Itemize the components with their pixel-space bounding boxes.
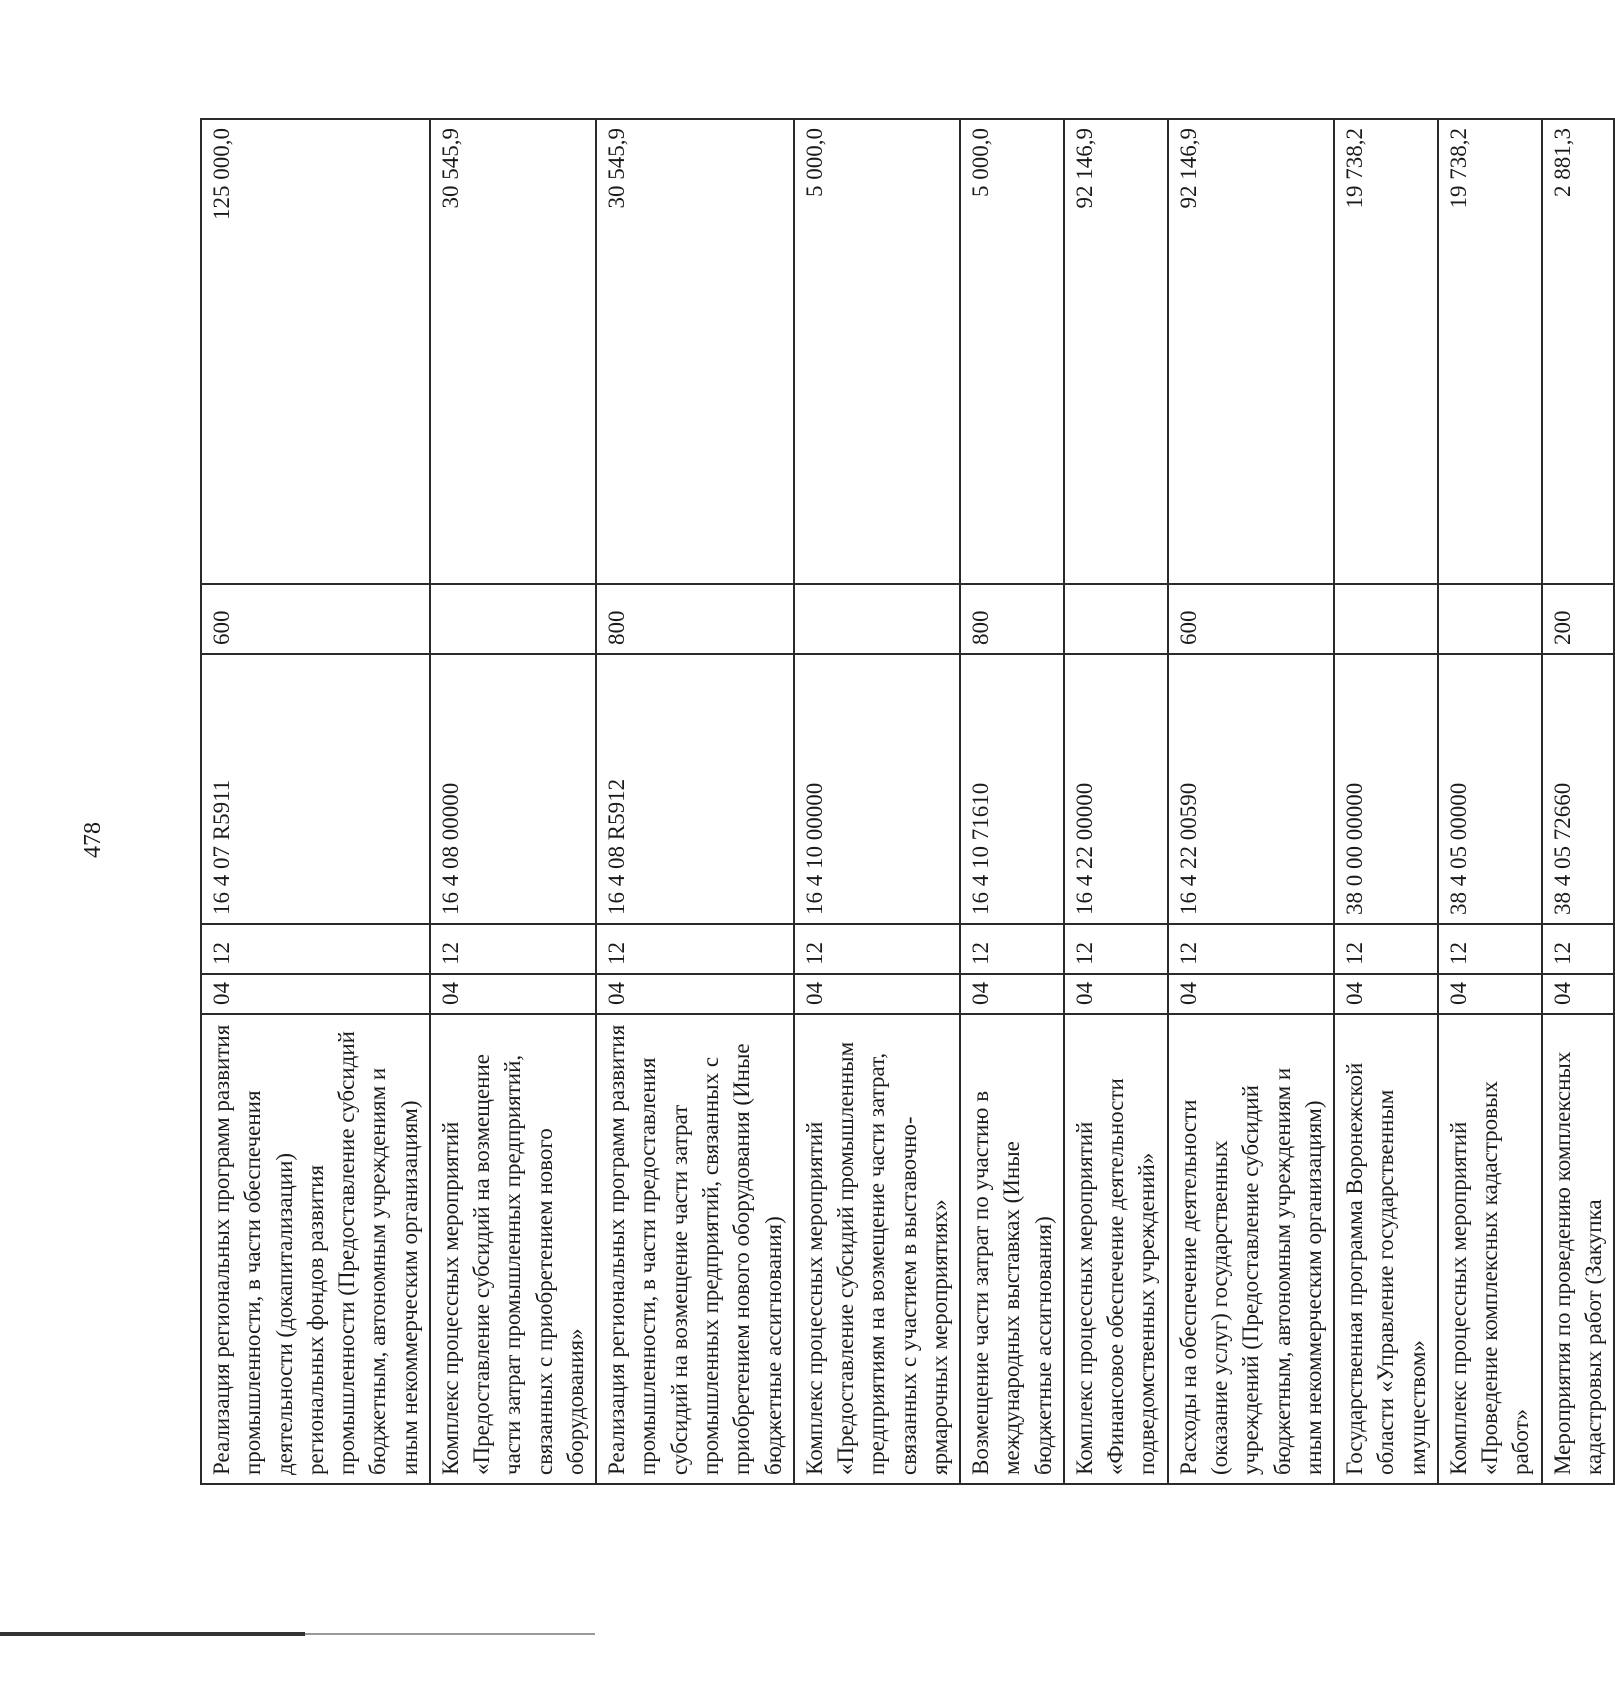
row-name-cell: Комплекс процессных мероприятий «Финансовое обеспечение деятельности подведомственных учреждений» (1064, 1014, 1168, 1484)
amount-cell: 92 146,9 (1064, 119, 1168, 584)
table-row (430, 119, 596, 1484)
amount-cell: 5 000,0 (794, 119, 960, 584)
target-article-cell: 38 4 05 72660 (1542, 654, 1615, 924)
expense-type-cell (430, 584, 596, 654)
row-name-cell: Возмещение части затрат по участию в международных выставках (Иные бюджетные ассигнования) (960, 1014, 1064, 1484)
section-cell: 04 (1168, 974, 1334, 1014)
expense-type-cell (1438, 584, 1542, 654)
expense-type-cell (1064, 584, 1168, 654)
subsection-cell: 12 (794, 924, 960, 974)
section-cell: 04 (596, 974, 794, 1014)
amount-cell: 92 146,9 (1168, 119, 1334, 584)
target-article-cell: 38 4 05 00000 (1438, 654, 1542, 924)
subsection-cell: 12 (1334, 924, 1438, 974)
section-cell: 04 (1542, 974, 1615, 1014)
row-name-cell: Мероприятия по проведению комплексных кадастровых работ (Закупка (1542, 1014, 1615, 1484)
expense-type-cell (794, 584, 960, 654)
amount-cell: 2 881,3 (1542, 119, 1615, 584)
section-cell: 04 (201, 974, 430, 1014)
table-row (960, 119, 1064, 1484)
row-name-cell: Расходы на обеспечение деятельности (оказание услуг) государственных учреждений (Предоставление субсидий бюджетным, автономным учреждениям и иным некоммерческим организациям) (1168, 1014, 1334, 1484)
row-name-cell: Государственная программа Воронежской области «Управление государственным имуществом» (1334, 1014, 1438, 1484)
subsection-cell: 12 (596, 924, 794, 974)
subsection-cell: 12 (1168, 924, 1334, 974)
table-row (1438, 119, 1542, 1484)
target-article-cell: 16 4 08 R5912 (596, 654, 794, 924)
section-cell: 04 (794, 974, 960, 1014)
scan-edge-line (0, 1632, 305, 1636)
section-cell: 04 (1334, 974, 1438, 1014)
table-row (1334, 119, 1438, 1484)
table-row (201, 119, 430, 1484)
subsection-cell: 12 (1438, 924, 1542, 974)
table-row (794, 119, 960, 1484)
table-row (1064, 119, 1168, 1484)
section-cell: 04 (1064, 974, 1168, 1014)
table-row (1168, 119, 1334, 1484)
row-name-cell: Комплекс процессных мероприятий «Предоставление субсидий на возмещение части затрат промышленных предприятий, связанных с приобретением нового оборудования» (430, 1014, 596, 1484)
row-name-cell: Реализация региональных программ развития промышленности, в части предоставления субсидий на возмещение части затрат промышленных предприятий, связанных с приобретением нового оборудования (Иные бюджетные ассигнования) (596, 1014, 794, 1484)
subsection-cell: 12 (430, 924, 596, 974)
amount-cell: 19 738,2 (1438, 119, 1542, 584)
expense-type-cell: 600 (1168, 584, 1334, 654)
section-cell: 04 (960, 974, 1064, 1014)
amount-cell: 30 545,9 (596, 119, 794, 584)
expense-type-cell (1334, 584, 1438, 654)
subsection-cell: 12 (201, 924, 430, 974)
subsection-cell: 12 (1542, 924, 1615, 974)
table-row (596, 119, 794, 1484)
target-article-cell: 38 0 00 00000 (1334, 654, 1438, 924)
row-name-cell: Реализация региональных программ развития промышленности, в части обеспечения деятельности (докапитализации) региональных фондов развития промышленности (Предоставление субсидий бюджетным, автономным учреждениям и иным некоммерческим организациям) (201, 1014, 430, 1484)
subsection-cell: 12 (960, 924, 1064, 974)
section-cell: 04 (1438, 974, 1542, 1014)
target-article-cell: 16 4 10 71610 (960, 654, 1064, 924)
expense-type-cell: 200 (1542, 584, 1615, 654)
amount-cell: 125 000,0 (201, 119, 430, 584)
target-article-cell: 16 4 22 00590 (1168, 654, 1334, 924)
amount-cell: 19 738,2 (1334, 119, 1438, 584)
amount-cell: 30 545,9 (430, 119, 596, 584)
target-article-cell: 16 4 22 00000 (1064, 654, 1168, 924)
target-article-cell: 16 4 08 00000 (430, 654, 596, 924)
row-name-cell: Комплекс процессных мероприятий «Проведение комплексных кадастровых работ» (1438, 1014, 1542, 1484)
table-row (1542, 119, 1615, 1484)
scan-edge-line-light (305, 1633, 595, 1635)
subsection-cell: 12 (1064, 924, 1168, 974)
section-cell: 04 (430, 974, 596, 1014)
rotated-table-container (200, 120, 1606, 1485)
expense-type-cell: 800 (960, 584, 1064, 654)
amount-cell: 5 000,0 (960, 119, 1064, 584)
target-article-cell: 16 4 10 00000 (794, 654, 960, 924)
row-name-cell: Комплекс процессных мероприятий «Предоставление субсидий промышленным предприятиям на возмещение части затрат, связанных с участием в выставочно-ярмарочных мероприятиях» (794, 1014, 960, 1484)
budget-table (200, 118, 1615, 1485)
expense-type-cell: 800 (596, 584, 794, 654)
page-number: 478 (80, 822, 106, 858)
target-article-cell: 16 4 07 R5911 (201, 654, 430, 924)
expense-type-cell: 600 (201, 584, 430, 654)
